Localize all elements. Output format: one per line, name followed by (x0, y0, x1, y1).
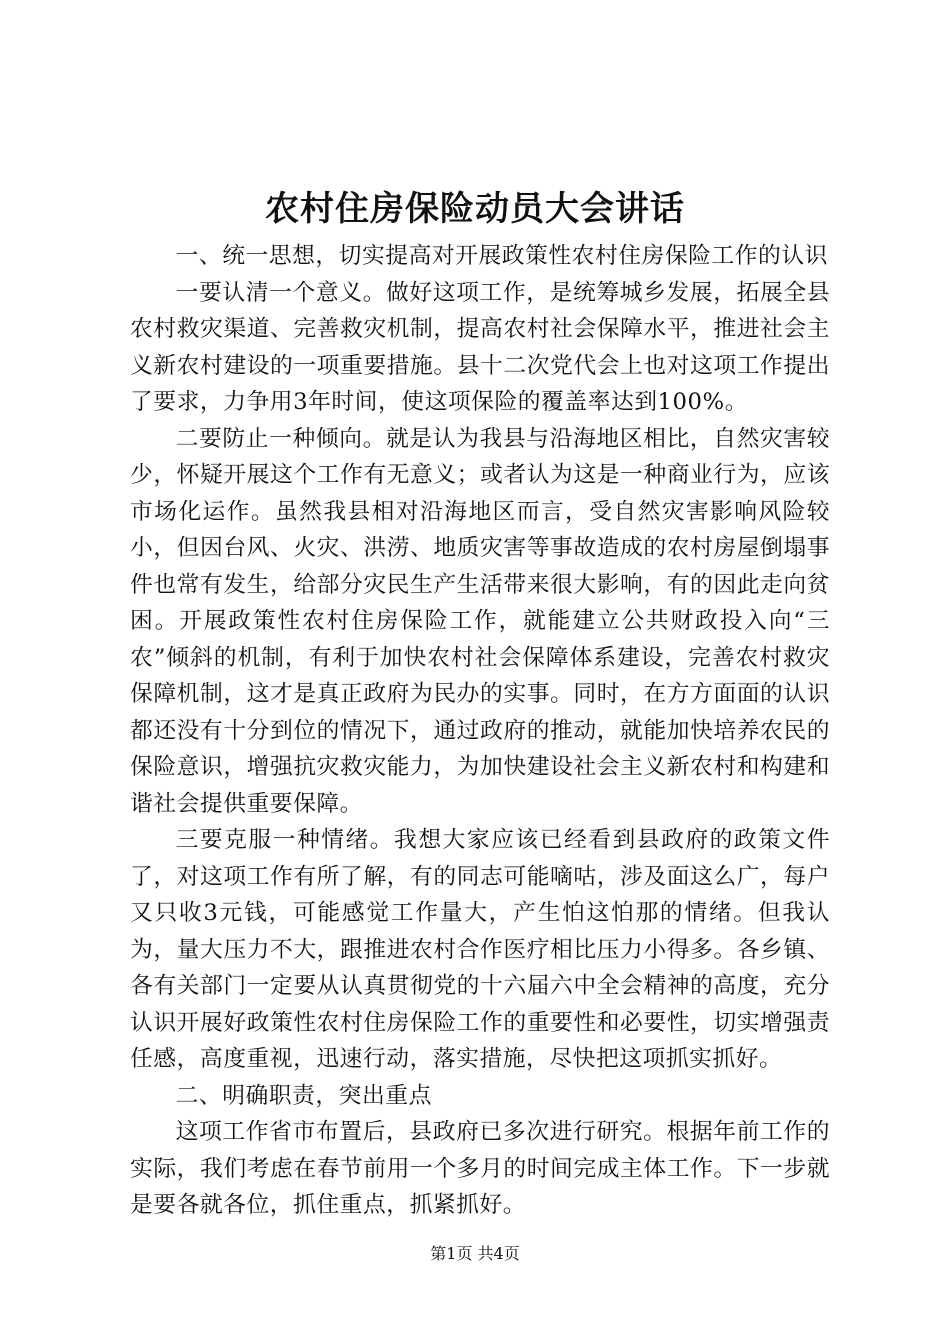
section-heading-2: 二、明确职责，突出重点 (175, 1082, 432, 1109)
body-paragraph: 三要克服一种情绪。我想大家应该已经看到县政府的政策文件了，对这项工作有所了解，有的同志可能嘀咕，涉及面这么广，每户又只收3元钱，可能感觉工作量大，产生怕这怕那的情绪。但我认为，量大压力不大，跟推进农村合作医疗相比压力小得多。各乡镇、各有关部门一定要从认真贯彻党的十六届六中全会精神的高度，充分认识开展好政策性农村住房保险工作的重要性和必要性，切实增强责任感，高度重视，迅速行动，落实措施，尽快把这项抓实抓好。 (130, 827, 830, 1072)
body-paragraph: 这项工作省市布置后，县政府已多次进行研究。根据年前工作的实际，我们考虑在春节前用一个多月的时间完成主体工作。下一步就是要各就各位，抓住重点，抓紧抓好。 (130, 1119, 830, 1218)
body-paragraph: 二要防止一种倾向。就是认为我县与沿海地区相比，自然灾害较少，怀疑开展这个工作有无意义；或者认为这是一种商业行为，应该市场化运作。虽然我县相对沿海地区而言，受自然灾害影响风险较小，但因台风、火灾、洪涝、地质灾害等事故造成的农村房屋倒塌事件也常有发生，给部分灾民生产生活带来很大影响，有的因此走向贫困。开展政策性农村住房保险工作，就能建立公共财政投入向“三农”倾斜的机制，有利于加快农村社会保障体系建设，完善农村救灾保障机制，这才是真正政府为民办的实事。同时，在方方面面的认识都还没有十分到位的情况下，通过政府的推动，就能加快培养农民的保险意识，增强抗灾救灾能力，为加快建设社会主义新农村和构建和谐社会提供重要保障。 (130, 425, 830, 817)
page-number-footer: 第1页 共4页 (430, 1244, 520, 1263)
document-body (130, 238, 830, 1224)
body-paragraph: 一要认清一个意义。做好这项工作，是统筹城乡发展，拓展全县农村救灾渠道、完善救灾机制，提高农村社会保障水平，推进社会主义新农村建设的一项重要措施。县十二次党代会上也对这项工作提出了要求，力争用3年时间，使这项保险的覆盖率达到100%。 (130, 279, 830, 415)
document-title: 农村住房保险动员大会讲话 (265, 189, 685, 229)
section-heading-1: 一、统一思想，切实提高对开展政策性农村住房保险工作的认识 (175, 243, 828, 269)
